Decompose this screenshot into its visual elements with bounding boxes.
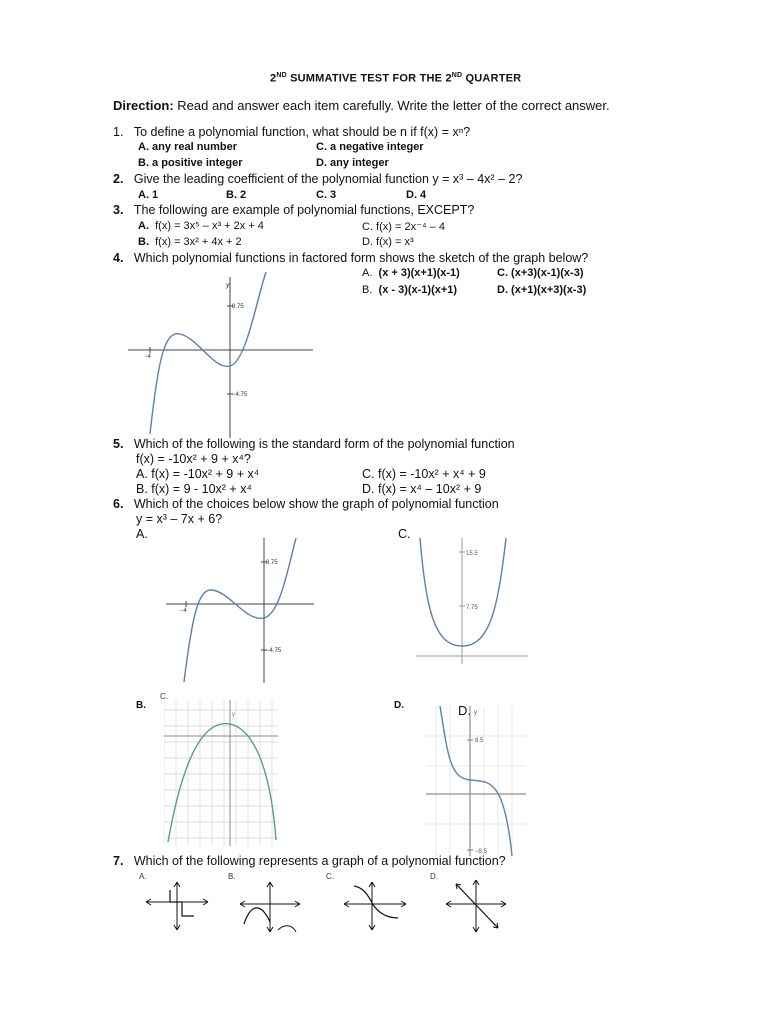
q6d-y-top-tick: 8.5 [475,738,484,744]
question-4: 4. Which polynomial functions in factored form shows the sketch of the graph below? [113,251,589,265]
question-5-function: f(x) = -10x² + 9 + x⁴? [136,452,251,466]
question-5: 5. Which of the following is the standard form of the polynomial function [113,437,515,451]
q7-graph-c [340,878,410,934]
question-6: 6. Which of the choices below show the graph of polynomial function [113,497,499,511]
q6c-y-top-tick: 15.5 [466,551,478,557]
q6c-y-mid-tick: 7.75 [466,605,478,611]
q7a-step [170,890,194,916]
q6-graph-a [166,538,316,684]
q4-choice-d: D. (x+1)(x+3)(x-3) [497,284,587,296]
q4-x-left-tick: −4 [144,354,151,360]
q4-choice-c: C. (x+3)(x-1)(x-3) [497,267,584,279]
q7-graph-b [236,878,308,936]
test-title: 2ND SUMMATIVE TEST FOR THE 2ND QUARTER [270,72,522,85]
q6-graph-c [416,538,528,666]
question-1: 1. To define a polynomial function, what should be n if f(x) = xⁿ? [113,125,471,139]
q6-graph-b [164,700,278,846]
q6a-y-top-tick: 8.75 [266,560,278,566]
q7-choice-c-label: C. [326,872,334,881]
q4-curve [150,272,266,434]
q6-choice-c-label: C. [398,527,411,541]
q2-choice-c: C. 3 [316,189,337,201]
q6-choice-d-label: D. [394,700,404,711]
q6-choice-d-big-label: D. [458,703,471,718]
q2-choice-d: D. 4 [406,189,427,201]
q4-y-axis-label: y [226,282,230,289]
q6d-y-bottom-tick: −8.5 [475,849,487,855]
q1-choice-d: D. any integer [316,157,389,169]
q3-choice-c: C. f(x) = 2x⁻⁴ – 4 [362,221,445,233]
q6a-curve [184,538,296,682]
q6-graph-d [426,706,526,856]
q7-choice-a-label: A. [139,872,147,881]
q7d-line [456,884,498,928]
q6d-y-axis-label: y [474,710,477,716]
q4-cubic-graph [128,272,316,440]
q1-choice-c: C. a negative integer [316,141,424,153]
q6-choice-b-label: B. [136,700,146,711]
direction: Direction: Read and answer each item carefully. Write the letter of the correct answer. [113,98,610,113]
q3-choice-b: B. f(x) = 3x² + 4x + 2 [138,236,242,248]
q7c-curve [354,886,398,918]
q7-choice-d-label: D. [430,872,438,881]
q1-choice-b: B. a positive integer [138,157,243,169]
question-2: 2. Give the leading coefficient of the polynomial function y = x³ – 4x² – 2? [113,172,523,186]
q3-choice-a: A. f(x) = 3x⁵ – x³ + 2x + 4 [138,220,264,232]
q4-choice-a: A. (x + 3)(x+1)(x-1) [362,267,460,279]
q5-choice-d: D. f(x) = x⁴ – 10x² + 9 [362,482,482,496]
q1-choice-a: A. any real number [138,141,238,153]
q3-choice-d: D. f(x) = x³ [362,236,414,248]
q4-y-top-tick: 8.75 [232,304,244,310]
q7-graph-d [442,876,510,936]
q4-choice-b: B. (x - 3)(x-1)(x+1) [362,284,458,296]
q2-choice-b: B. 2 [226,189,247,201]
q6-choice-c-small-label: C. [160,692,168,701]
q6-choice-a-label: A. [136,527,148,541]
q7-graph-a [142,878,212,934]
q6a-y-bottom-tick: −4.75 [266,648,282,654]
question-3: 3. The following are example of polynomial functions, EXCEPT? [113,203,475,217]
q7b-curve [244,908,270,924]
question-6-function: y = x³ – 7x + 6? [136,512,223,526]
q2-choice-a: A. 1 [138,189,159,201]
q6d-curve [440,706,512,856]
q6c-curve [420,538,506,646]
q5-choice-b: B. f(x) = 9 - 10x² + x⁴ [136,482,252,496]
q4-y-bottom-tick: −4.75 [232,392,248,398]
q5-choice-c: C. f(x) = -10x² + x⁴ + 9 [362,467,486,481]
question-7: 7. Which of the following represents a graph of a polynomial function? [113,854,506,868]
q6a-x-left-tick: −4 [180,608,187,614]
q7-choice-b-label: B. [228,872,236,881]
q5-choice-a: A. f(x) = -10x² + 9 + x⁴ [136,467,260,481]
q6b-y-axis-label: y [232,712,235,718]
